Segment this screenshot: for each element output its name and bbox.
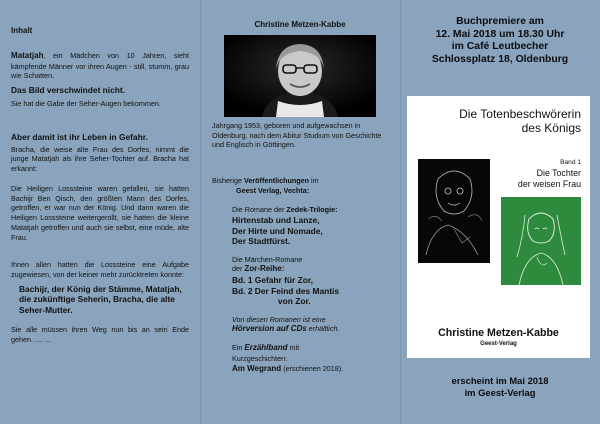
summary-intro: Matatjah, ein Mädchen von 10 Jahren, sieht kämpfende Männer vor ihren Augen - still, stumm, grau wie Schatten. bbox=[11, 50, 189, 81]
content-summary-panel bbox=[0, 0, 200, 424]
highlight-characters: Bachijr, der König der Stämme, Matatjah, die zukünftige Seherin, Bracha, die alte Seher-Mutter. bbox=[19, 283, 182, 315]
zedek-title-1: Hirtenstab und Lanze, bbox=[232, 215, 320, 226]
premiere-announcement: Buchpremiere am 12. Mai 2018 um 18.30 Uhr im Café Leutbecher Schlossplatz 18, Oldenburg bbox=[431, 16, 569, 66]
book-cover bbox=[407, 96, 590, 358]
release-note: erscheint im Mai 2018 im Geest-Verlag bbox=[451, 375, 549, 399]
zedek-trilogy-block: Die Romane der Zedek-Trilogie: Hirtenstab und Lanze, Der Hirte und Nomade, Der Stadtfürst. bbox=[212, 205, 388, 246]
publications-section bbox=[212, 176, 388, 375]
author-bio: Jahrgang 1953, geboren und aufgewachsen in Oldenburg, nach dem Abitur Studium von Geschichte und Englisch in Göttingen. bbox=[212, 120, 382, 150]
protagonist-name: Matatjah bbox=[11, 50, 44, 60]
book-title: Die Totenbeschwörerin des Königs bbox=[459, 107, 581, 135]
highlight-danger: Aber damit ist ihr Leben in Gefahr. bbox=[11, 132, 148, 143]
summary-gift: Sie hat die Gabe der Seher-Augen bekommen. bbox=[11, 98, 161, 108]
volume-label: Band 1 bbox=[560, 159, 581, 166]
author-panel bbox=[200, 0, 400, 424]
zor-title-2-cont: von Zor. bbox=[278, 296, 311, 307]
cover-panel bbox=[400, 0, 600, 424]
summary-bracha: Bracha, die weise alte Frau des Dorfes, nimmt die junge Matatjah als ihre Seher-Tochter auf. Bracha hat erkannt: bbox=[11, 144, 189, 174]
cover-author: Christine Metzen-Kabbe bbox=[438, 327, 559, 339]
author-name-heading: Christine Metzen-Kabbe bbox=[254, 20, 346, 29]
summary-ending: Sie alle müssen ihren Weg nun bis an sein Ende gehen. .... ... bbox=[11, 325, 189, 344]
summary-heading: Inhalt bbox=[11, 26, 33, 35]
summary-task: Ihnen allen hatten die Losssteine eine Aufgabe zugewiesen, von der keiner mehr zurücktreten konnte: bbox=[11, 260, 189, 279]
zor-title-1: Bd. 1 Gefahr für Zor, bbox=[232, 275, 313, 286]
zedek-title-3: Der Stadtfürst. bbox=[232, 236, 291, 247]
zor-series-block: Die Märchen-Romane der Zor-Reihe: Bd. 1 Gefahr für Zor, Bd. 2 Der Feind des Mantis von Zor. bbox=[212, 255, 388, 307]
zor-title-2: Bd. 2 Der Feind des Mantis bbox=[232, 285, 340, 296]
cover-publisher: Geest-Verlag bbox=[480, 341, 517, 347]
publisher-line: Geest Verlag, Vechta: bbox=[236, 185, 310, 195]
publications-intro: Bisherige Veröffentlichungen im bbox=[212, 175, 319, 185]
cover-illustration-dark bbox=[418, 159, 490, 263]
cover-illustration-green bbox=[501, 197, 581, 285]
zedek-title-2: Der Hirte und Nomade, bbox=[232, 225, 323, 236]
summary-stones: Die Heiligen Losssteine waren gefallen, sie hatten Bachijr Ben Qisch, den größten Mann des Dorfes, getroffen, er war nun der König. Und dann waren die Heiligen Losssteine weitergerollt, sie hatten die kleine Matatjah getroffen und auch sie selbst, eine müde, alte Frau. bbox=[11, 183, 189, 242]
author-portrait bbox=[224, 35, 376, 117]
short-stories-block: Ein Erzählband mit Kurzgeschichten: Am Wegrand (erschienen 2018). bbox=[232, 343, 344, 373]
book-subtitle: Die Tochter der weisen Frau bbox=[517, 168, 581, 189]
audio-block: Von diesen Romanen ist eine Hörversion auf CDs erhältlich. bbox=[232, 314, 340, 334]
highlight-vision: Das Bild verschwindet nicht. bbox=[11, 85, 126, 96]
